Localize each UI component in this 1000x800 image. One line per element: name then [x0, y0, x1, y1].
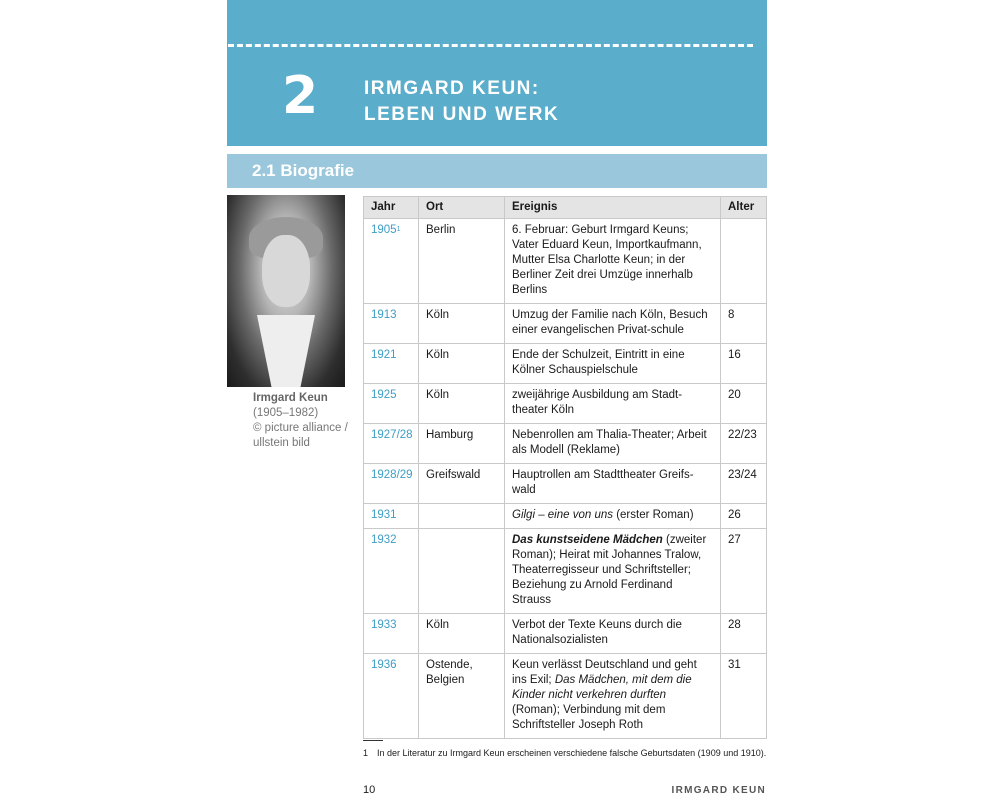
table-row — [364, 504, 767, 529]
row-place: Ostende, Belgien — [419, 654, 505, 739]
row-year — [364, 219, 419, 304]
author-portrait-photo — [227, 195, 345, 387]
header-dashed-rule — [228, 44, 753, 47]
row-age: 23/24 — [721, 464, 767, 504]
portrait-face — [262, 235, 310, 307]
row-event — [505, 504, 721, 529]
footnote-text: In der Literatur zu Irmgard Keun erscheinen verschiedene falsche Geburtsdaten (1909 und 1910). — [377, 748, 767, 758]
row-event — [505, 654, 721, 739]
table-header-row — [364, 197, 767, 219]
header-event: Ereignis — [505, 197, 721, 219]
row-place: Köln — [419, 614, 505, 654]
running-head: IRMGARD KEUN — [671, 785, 766, 796]
row-event — [505, 529, 721, 614]
row-event: Hauptrollen am Stadttheater Greifs-wald — [505, 464, 721, 504]
row-age: 27 — [721, 529, 767, 614]
row-year: 1913 — [364, 304, 419, 344]
section-title: 2.1 Biografie — [252, 161, 355, 180]
table-row — [364, 304, 767, 344]
row-event: Nebenrollen am Thalia-Theater; Arbeit als Modell (Reklame) — [505, 424, 721, 464]
header-place: Ort — [419, 197, 505, 219]
event-text: Keun verlässt Deutschland und geht ins Exil; — [512, 659, 697, 686]
row-place — [419, 504, 505, 529]
row-place: Greifswald — [419, 464, 505, 504]
chapter-title — [364, 76, 559, 128]
row-place: Berlin — [419, 219, 505, 304]
table-row — [364, 424, 767, 464]
table-row — [364, 384, 767, 424]
event-text: (zweiter Roman); Heirat mit Johannes Tralow, Theaterregisseur und Schriftsteller; Beziehung zu Arnold Ferdinand Strauss — [512, 534, 707, 606]
novel-title-gilgi: Gilgi – eine von uns — [512, 509, 614, 521]
row-year: 1936 — [364, 654, 419, 739]
header-age: Alter — [721, 197, 767, 219]
row-place — [419, 529, 505, 614]
portrait-collar — [257, 315, 315, 387]
row-age — [721, 219, 767, 304]
caption-credit-line-2: ullstein bild — [253, 437, 310, 449]
row-event: Ende der Schulzeit, Eintritt in eine Kölner Schauspielschule — [505, 344, 721, 384]
table-row — [364, 654, 767, 739]
row-event: Umzug der Familie nach Köln, Besuch einer evangelischen Privat-schule — [505, 304, 721, 344]
row-age: 31 — [721, 654, 767, 739]
caption-dates: (1905–1982) — [253, 407, 319, 419]
row-year: 1928/29 — [364, 464, 419, 504]
event-text: (Roman); Verbindung mit dem Schriftsteller Joseph Roth — [512, 704, 666, 731]
footnote-marker: 1 — [396, 226, 401, 233]
row-event: 6. Februar: Geburt Irmgard Keuns; Vater Eduard Keun, Importkaufmann, Mutter Elsa Charlotte Keun; in der Berliner Zeit drei Umzüge innerhalb Berlins — [505, 219, 721, 304]
row-age: 20 — [721, 384, 767, 424]
page-number: 10 — [363, 784, 376, 796]
header-year: Jahr — [364, 197, 419, 219]
row-event: zweijährige Ausbildung am Stadt-theater Köln — [505, 384, 721, 424]
row-year: 1932 — [364, 529, 419, 614]
row-year: 1931 — [364, 504, 419, 529]
row-year: 1925 — [364, 384, 419, 424]
photo-caption — [253, 391, 363, 451]
row-age: 16 — [721, 344, 767, 384]
table-row — [364, 344, 767, 384]
caption-name: Irmgard Keun — [253, 392, 328, 404]
footnote — [363, 748, 766, 758]
row-place: Köln — [419, 304, 505, 344]
biography-table — [363, 196, 767, 739]
table-row — [364, 464, 767, 504]
novel-title-maedchen: Das Mädchen, mit dem die Kinder nicht verkehren durften — [512, 674, 692, 701]
table-row — [364, 219, 767, 304]
footnote-rule — [363, 740, 383, 741]
row-year: 1933 — [364, 614, 419, 654]
row-age: 22/23 — [721, 424, 767, 464]
row-year: 1921 — [364, 344, 419, 384]
row-age: 28 — [721, 614, 767, 654]
year-text: 1905 — [371, 224, 397, 236]
table-row — [364, 529, 767, 614]
row-place: Köln — [419, 384, 505, 424]
table-row — [364, 614, 767, 654]
row-place: Hamburg — [419, 424, 505, 464]
chapter-title-line-2: LEBEN UND WERK — [364, 104, 560, 125]
caption-credit-line-1: © picture alliance / — [253, 422, 348, 434]
novel-title-kunstseidene: Das kunstseidene Mädchen — [512, 534, 663, 546]
chapter-number: 2 — [282, 66, 319, 126]
row-year: 1927/28 — [364, 424, 419, 464]
row-age: 8 — [721, 304, 767, 344]
footnote-number: 1 — [363, 748, 369, 758]
event-text: (erster Roman) — [613, 509, 694, 521]
row-age: 26 — [721, 504, 767, 529]
chapter-title-line-1: IRMGARD KEUN: — [364, 78, 540, 99]
row-place: Köln — [419, 344, 505, 384]
row-event: Verbot der Texte Keuns durch die Nationalsozialisten — [505, 614, 721, 654]
